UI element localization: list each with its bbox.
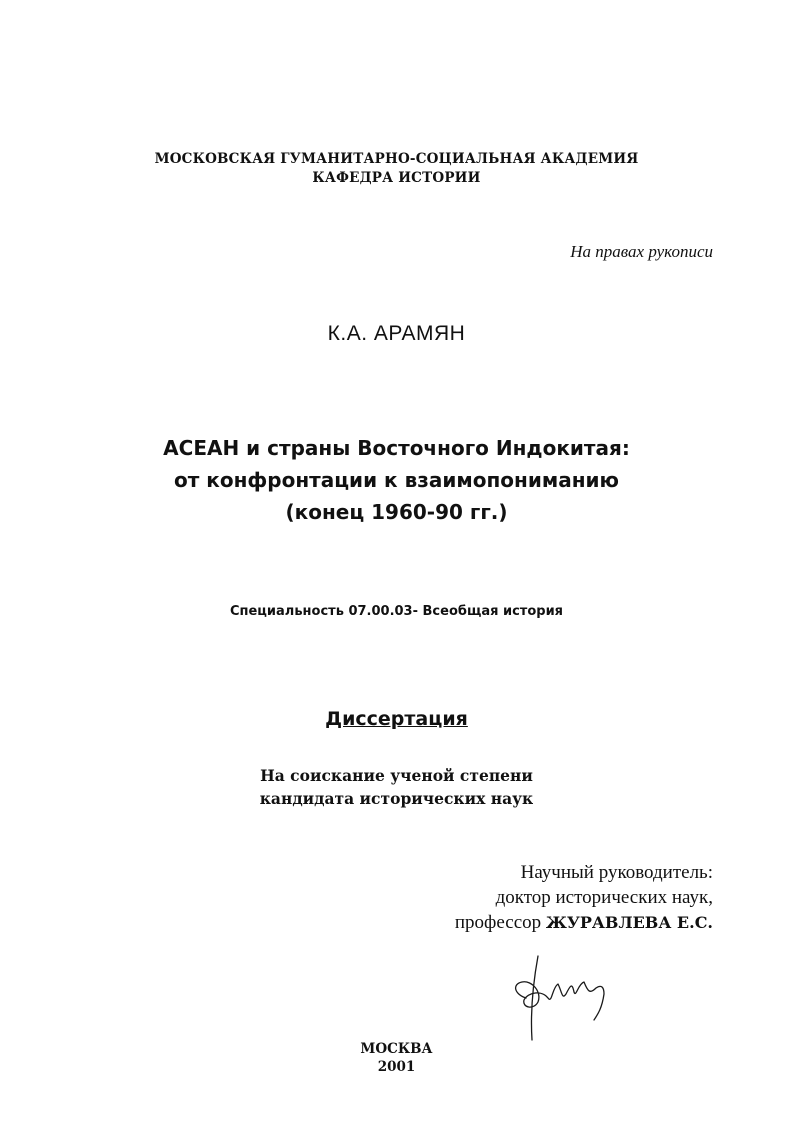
dissertation-title	[0, 432, 793, 528]
academy-name: МОСКОВСКАЯ ГУМАНИТАРНО-СОЦИАЛЬНАЯ АКАДЕМИЯ	[154, 151, 639, 167]
title-line-1: АСЕАН и страны Восточного Индокитая:	[163, 436, 630, 460]
work-type: Диссертация	[325, 708, 468, 730]
degree-line-2: кандидата исторических наук	[259, 789, 534, 808]
department-name: КАФЕДРА ИСТОРИИ	[312, 170, 481, 186]
title-line-3: (конец 1960-90 гг.)	[285, 500, 508, 524]
title-line-2: от конфронтации к взаимопониманию	[174, 468, 619, 492]
supervisor-rank: профессор	[454, 912, 542, 933]
supervisor-name: ЖУРАВЛЕВА Е.С.	[545, 913, 713, 932]
city: МОСКВА	[360, 1041, 433, 1057]
year: 2001	[377, 1059, 416, 1075]
signature-icon	[508, 948, 618, 1048]
manuscript-note: На правах рукописи	[570, 242, 713, 261]
author-name: К.А. АРАМЯН	[327, 322, 466, 345]
degree-line-1: На соискание ученой степени	[260, 766, 533, 785]
supervisor-degree: доктор исторических наук,	[495, 887, 713, 908]
supervisor-label: Научный руководитель:	[520, 862, 713, 883]
supervisor-block	[455, 860, 713, 935]
supervisor-rank-line	[455, 910, 713, 935]
degree-block	[0, 764, 793, 810]
institution-block	[0, 150, 793, 188]
specialty: Специальность 07.00.03- Всеобщая история	[229, 604, 564, 619]
city-year-block	[0, 1040, 793, 1076]
